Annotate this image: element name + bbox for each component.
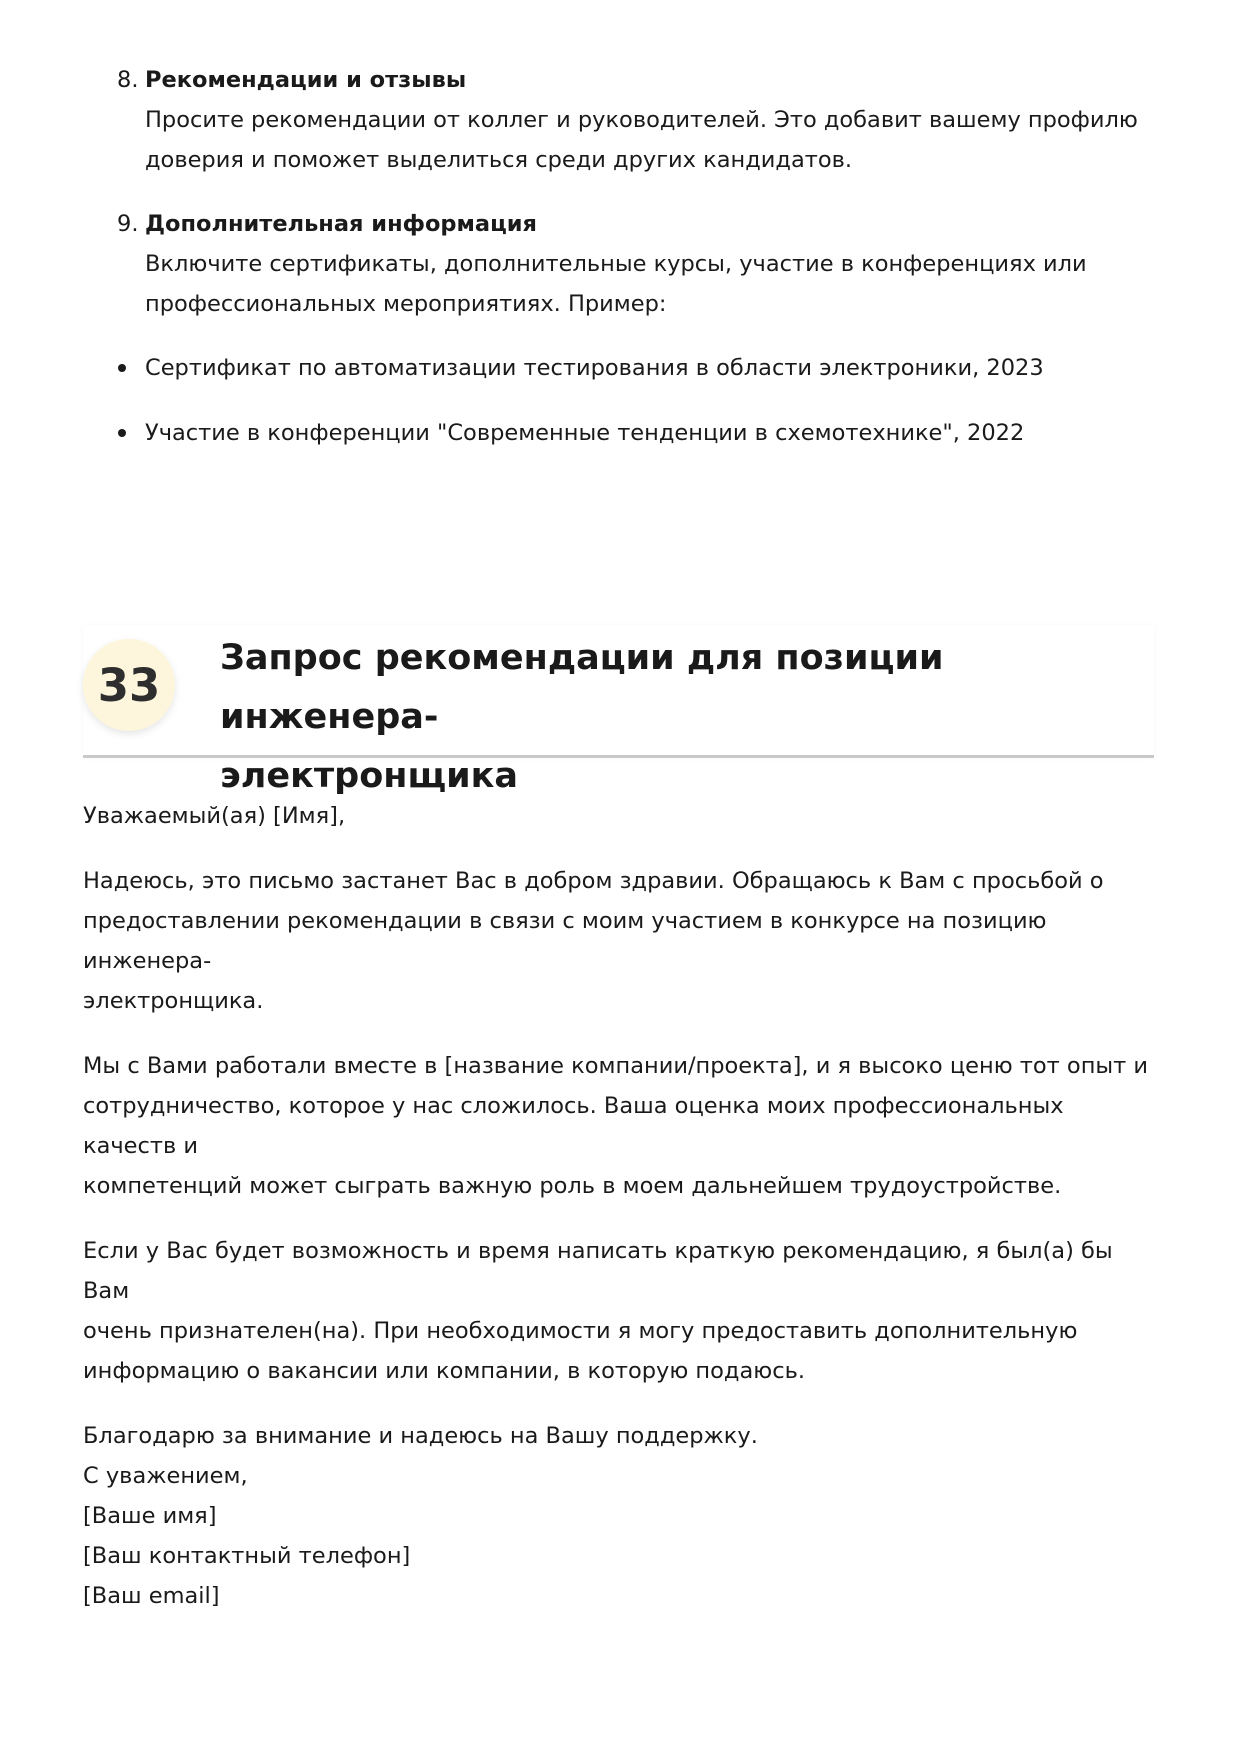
closing-phone: [Ваш контактный телефон] xyxy=(83,1543,411,1569)
bullet-icon xyxy=(118,364,126,372)
numbered-list-continued xyxy=(117,204,1155,324)
closing-name: [Ваше имя] xyxy=(83,1503,217,1529)
list-item-description xyxy=(145,100,1155,180)
paragraph-line: очень признателен(на). При необходимости я могу предоставить дополнительную xyxy=(83,1318,1078,1344)
letter-paragraph xyxy=(83,1231,1163,1391)
closing-email: [Ваш email] xyxy=(83,1583,220,1609)
list-item-8 xyxy=(117,60,1155,180)
letter-paragraph xyxy=(83,861,1163,1021)
bullet-item xyxy=(145,348,1155,388)
description-line: доверия и поможет выделиться среди других кандидатов. xyxy=(145,147,853,173)
paragraph-line: предоставлении рекомендации в связи с моим участием в конкурсе на позицию инженера- xyxy=(83,908,1047,974)
letter-body xyxy=(83,796,1163,1616)
bullet-item xyxy=(145,413,1155,453)
bullet-text: Участие в конференции "Современные тенденции в схемотехнике", 2022 xyxy=(145,420,1025,446)
section-number-badge: 33 xyxy=(83,639,175,731)
section-title-line: электронщика xyxy=(220,756,519,796)
letter-closing xyxy=(83,1416,1163,1616)
section-header xyxy=(83,625,1154,796)
list-item-9 xyxy=(117,204,1155,324)
paragraph-line: Надеюсь, это письмо застанет Вас в добром здравии. Обращаюсь к Вам с просьбой о xyxy=(83,868,1104,894)
paragraph-line: Если у Вас будет возможность и время написать краткую рекомендацию, я был(а) бы Вам xyxy=(83,1238,1113,1304)
bullet-icon xyxy=(118,429,126,437)
list-item-description xyxy=(145,244,1155,324)
paragraph-line: сотрудничество, которое у нас сложилось. Ваша оценка моих профессиональных качеств и xyxy=(83,1093,1064,1159)
description-line: Просите рекомендации от коллег и руководителей. Это добавит вашему профилю xyxy=(145,107,1138,133)
list-item-number: 9. xyxy=(117,211,139,237)
section-title-line: Запрос рекомендации для позиции инженера- xyxy=(220,638,944,737)
bullet-text: Сертификат по автоматизации тестирования в области электроники, 2023 xyxy=(145,355,1044,381)
paragraph-line: Мы с Вами работали вместе в [название компании/проекта], и я высоко ценю тот опыт и xyxy=(83,1053,1149,1079)
letter-paragraph xyxy=(83,1046,1163,1206)
list-item-title: Дополнительная информация xyxy=(145,211,537,237)
list-item-number: 8. xyxy=(117,67,139,93)
closing-regards: С уважением, xyxy=(83,1463,248,1489)
paragraph-line: электронщика. xyxy=(83,988,264,1014)
closing-thanks: Благодарю за внимание и надеюсь на Вашу поддержку. xyxy=(83,1423,758,1449)
numbered-list xyxy=(117,60,1155,180)
bullet-list xyxy=(145,348,1155,453)
description-line: Включите сертификаты, дополнительные курсы, участие в конференциях или xyxy=(145,251,1087,277)
description-line: профессиональных мероприятиях. Пример: xyxy=(145,291,667,317)
paragraph-line: информацию о вакансии или компании, в которую подаюсь. xyxy=(83,1358,805,1384)
paragraph-line: компетенций может сыграть важную роль в моем дальнейшем трудоустройстве. xyxy=(83,1173,1062,1199)
section-title xyxy=(220,629,1120,806)
letter-salutation: Уважаемый(ая) [Имя], xyxy=(83,803,346,829)
list-item-title: Рекомендации и отзывы xyxy=(145,67,467,93)
